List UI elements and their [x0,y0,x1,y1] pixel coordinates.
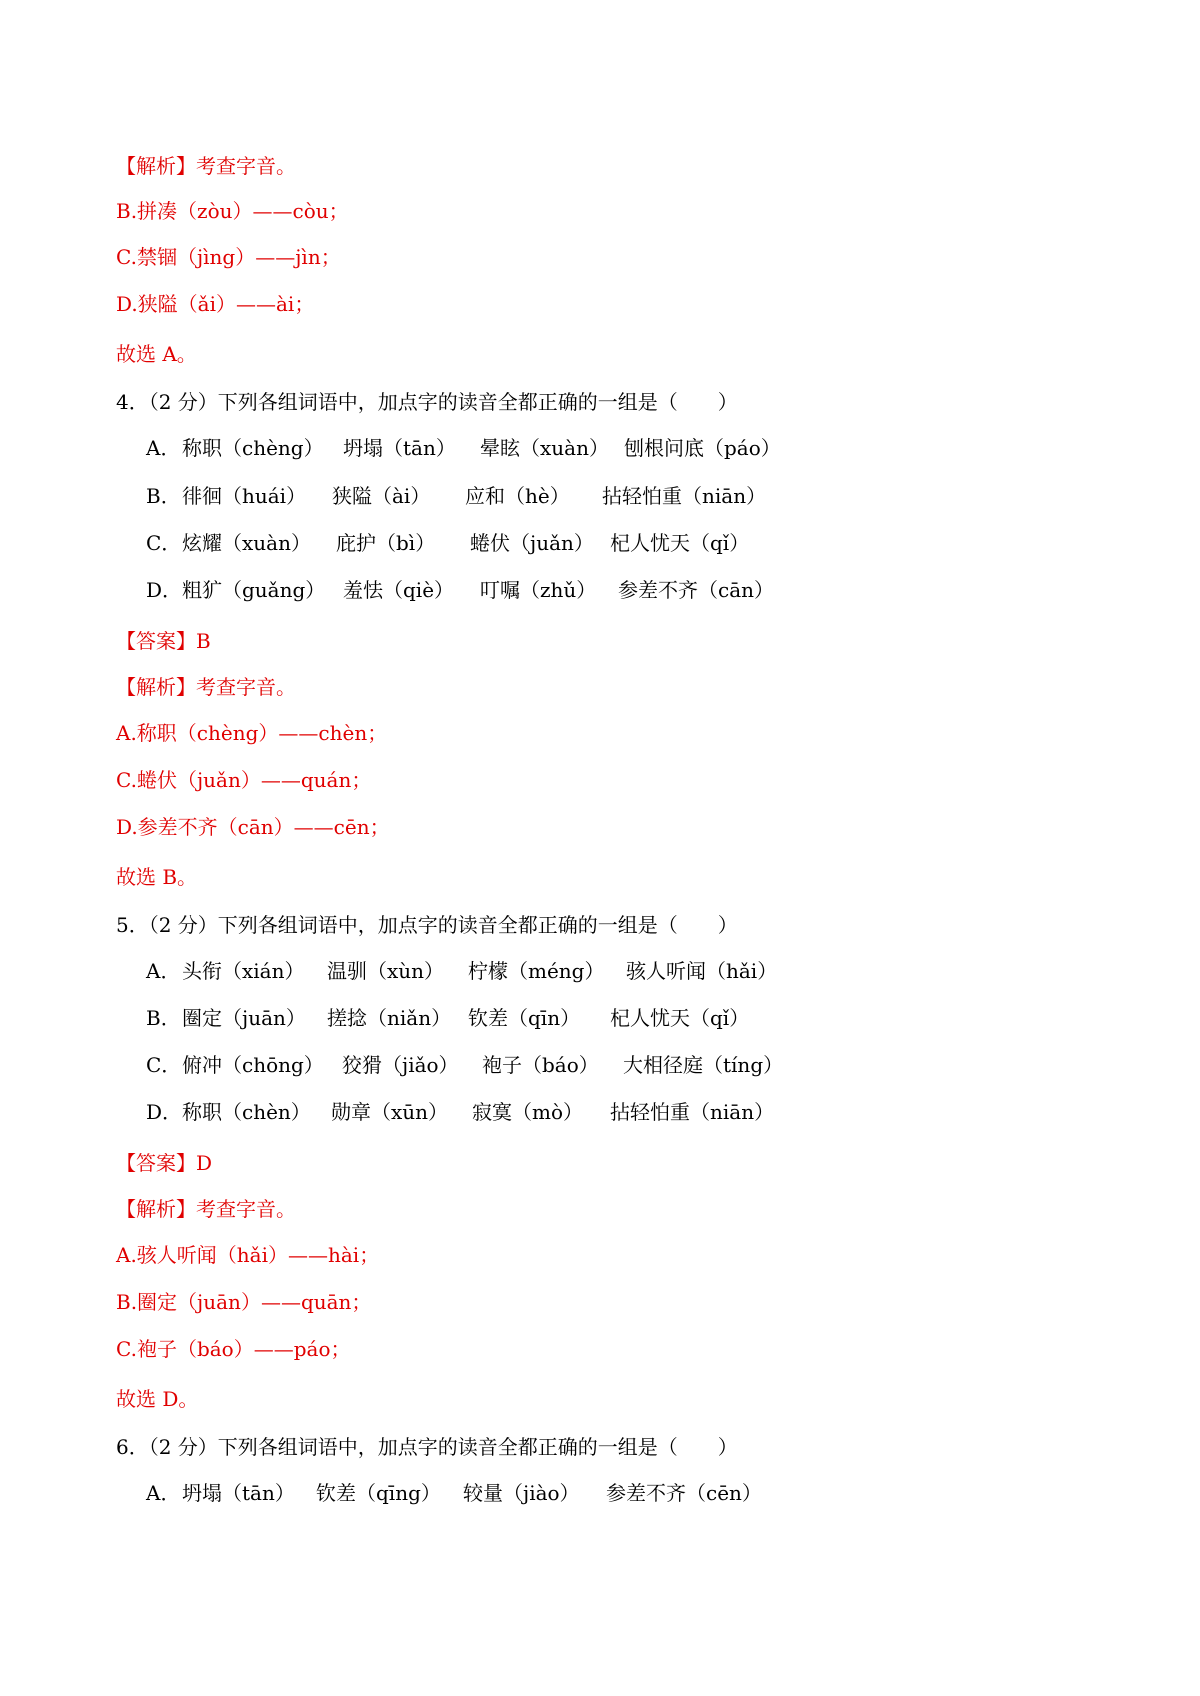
option-word: 参差不齐（cēn） [606,1481,762,1505]
option-word: 狭隘（ài） [332,484,431,508]
analysis-item: D.参差不齐（cān）——cēn； [116,815,390,839]
question-6: 6．（2 分）下列各组词语中，加点字的读音全都正确的一组是（ ） [116,1435,738,1459]
analysis-item: C.袍子（báo）——páo； [116,1337,351,1361]
option-word: 温驯（xùn） [327,959,445,983]
analysis-heading: 【解析】考查字音。 [116,675,296,699]
option-word: 钦差（qīng） [316,1481,441,1505]
option-label: D． [146,578,183,602]
option-word: 柠檬（méng） [468,959,605,983]
option-label: A． [146,959,181,983]
option-word: 杞人忧天（qǐ） [610,1006,750,1030]
option-word: 炫耀（xuàn） [182,531,311,555]
analysis-item: B.拼凑（zòu）——còu； [116,199,349,223]
analysis-item: C.禁锢（jìng）——jìn； [116,245,341,269]
option-word: 俯冲（chōng） [182,1053,324,1077]
option-label: C． [146,531,182,555]
option-word: 钦差（qīn） [468,1006,581,1030]
analysis-item: B.圈定（juān）——quān； [116,1290,372,1314]
answer-choose: 故选 B。 [116,865,198,889]
option-word: 徘徊（huái） [182,484,307,508]
option-label: D． [146,1100,183,1124]
option-word: 狡猾（jiǎo） [342,1053,459,1077]
option-word: 大相径庭（tíng） [623,1053,784,1077]
option-word: 圈定（juān） [182,1006,306,1030]
option-word: 叮嘱（zhǔ） [480,578,597,602]
option-label: B． [146,1006,181,1030]
analysis-heading: 【解析】考查字音。 [116,1197,296,1221]
answer-label: 【答案】B [116,629,211,653]
question-5: 5．（2 分）下列各组词语中，加点字的读音全都正确的一组是（ ） [116,913,738,937]
option-word: 应和（hè） [465,484,570,508]
option-word: 羞怯（qiè） [343,578,455,602]
option-word: 称职（chèng） [182,436,324,460]
analysis-item: A.骇人听闻（hǎi）——hài； [116,1243,380,1267]
option-word: 晕眩（xuàn） [480,436,609,460]
option-label: C． [146,1053,182,1077]
analysis-item: C.蜷伏（juǎn）——quán； [116,768,372,792]
option-word: 拈轻怕重（niān） [602,484,767,508]
option-word: 粗犷（guǎng） [182,578,326,602]
option-word: 勋章（xūn） [331,1100,449,1124]
option-word: 拈轻怕重（niān） [610,1100,775,1124]
option-word: 搓捻（niǎn） [327,1006,452,1030]
option-label: A． [146,436,181,460]
analysis-item: A.称职（chèng）——chèn； [116,721,388,745]
answer-choose: 故选 A。 [116,342,197,366]
option-label: B． [146,484,181,508]
option-word: 庇护（bì） [336,531,436,555]
question-4: 4．（2 分）下列各组词语中，加点字的读音全都正确的一组是（ ） [116,390,738,414]
option-word: 坍塌（tān） [343,436,456,460]
option-word: 袍子（báo） [482,1053,599,1077]
option-word: 骇人听闻（hǎi） [626,959,778,983]
option-word: 较量（jiào） [463,1481,580,1505]
option-word: 刨根问底（páo） [624,436,781,460]
option-label: A． [146,1481,181,1505]
analysis-heading: 【解析】考查字音。 [116,154,296,178]
option-word: 寂寞（mò） [472,1100,584,1124]
option-word: 头衔（xián） [182,959,305,983]
option-word: 杞人忧天（qǐ） [610,531,750,555]
option-word: 称职（chèn） [182,1100,311,1124]
answer-label: 【答案】D [116,1151,213,1175]
option-word: 蜷伏（juǎn） [470,531,594,555]
option-word: 参差不齐（cān） [618,578,775,602]
option-word: 坍塌（tān） [182,1481,295,1505]
answer-choose: 故选 D。 [116,1387,199,1411]
analysis-item: D.狭隘（ǎi）——ài； [116,292,315,316]
